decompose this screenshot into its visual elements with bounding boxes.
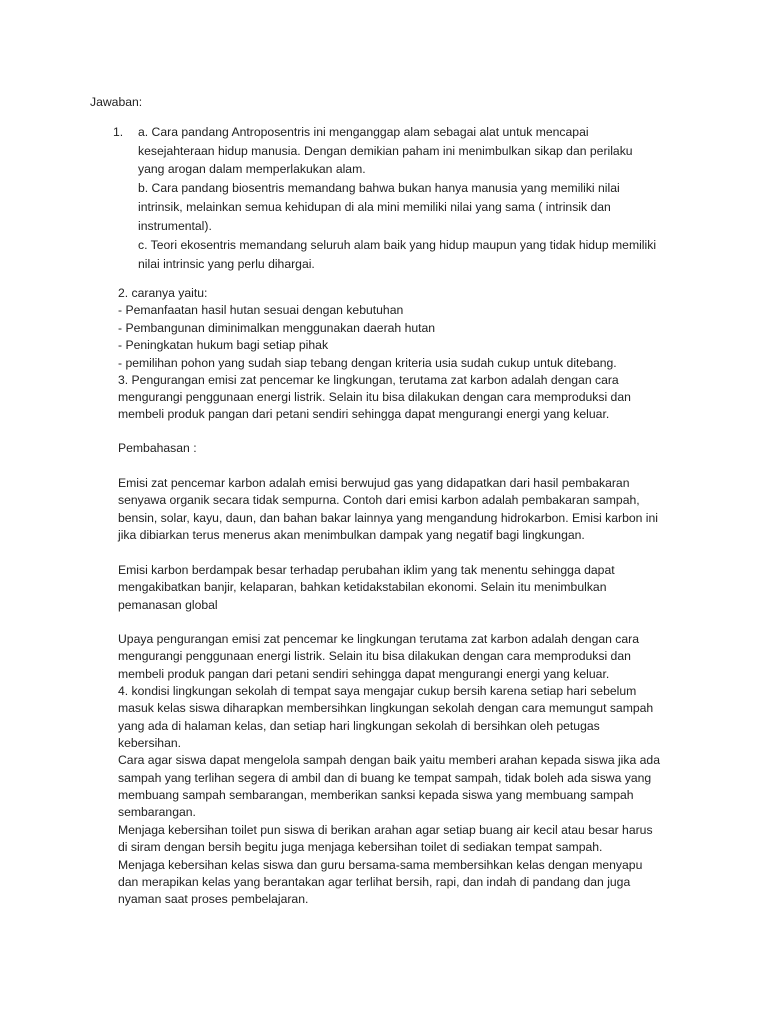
paragraph-line: sembarangan. [118,805,196,819]
pembahasan-title: Pembahasan : [118,441,197,455]
q2-item: - Pemanfaatan hasil hutan sesuai dengan kebutuhan [118,303,404,317]
paragraph-line: nyaman saat proses pembelajaran. [118,892,309,906]
paragraph-line: Emisi zat pencemar karbon adalah emisi berwujud gas yang didapatkan dari hasil pembakaran [118,476,630,490]
paragraph-line: masuk kelas siswa diharapkan membersihkan lingkungan sekolah dengan cara memungut sampah [118,701,654,715]
q1-a-line: kesejahteraan hidup manusia. Dengan demikian paham ini menimbulkan sikap dan perilaku [138,144,633,158]
paragraph-line: di siram dengan bersih begitu juga menjaga kebersihan toilet di sediakan tempat sampah. [118,840,603,854]
paragraph-line: Upaya pengurangan emisi zat pencemar ke lingkungan terutama zat karbon adalah dengan cara [118,632,640,646]
paragraph-line: senyawa organik secara tidak sempurna. Contoh dari emisi karbon adalah pembakaran sampah, [118,493,640,507]
q1-number: 1. [113,125,124,139]
q1-c-line: nilai intrinsic yang perlu dihargai. [138,257,315,271]
q2-item: - Peningkatan hukum bagi setiap pihak [118,338,329,352]
q3-line: membeli produk pangan dari petani sendiri sehingga dapat mengurangi energi yang keluar. [118,407,610,421]
paragraph-line: pemanasan global [118,598,218,612]
paragraph-line: Cara agar siswa dapat mengelola sampah dengan baik yaitu memberi arahan kepada siswa jika ada [118,753,660,767]
paragraph-line: mengakibatkan banjir, kelaparan, bahkan ketidakstabilan ekonomi. Selain itu menimbulkan [118,580,607,594]
heading-jawaban: Jawaban: [90,95,143,109]
paragraph-line: Emisi karbon berdampak besar terhadap perubahan iklim yang tak menentu sehingga dapat [118,563,615,577]
q2-item: - Pembangunan diminimalkan menggunakan daerah hutan [118,321,436,335]
paragraph-line: jika dibiarkan terus menerus akan menimbulkan dampak yang negatif bagi lingkungan. [118,528,585,542]
paragraph-line: bensin, solar, kayu, daun, dan bahan bakar lainnya yang mengandung hidrokarbon. Emisi karbon ini [118,511,658,525]
q3-line: 3. Pengurangan emisi zat pencemar ke lingkungan, terutama zat karbon adalah dengan cara [118,373,619,387]
q1-b-line: instrumental). [138,219,212,233]
paragraph-line: dan merapikan kelas yang berantakan agar terlihat bersih, rapi, dan indah di pandang dan juga [118,875,631,889]
paragraph-line: 4. kondisi lingkungan sekolah di tempat saya mengajar cukup bersih karena setiap hari sebelum [118,684,637,698]
paragraph-line: yang ada di halaman kelas, dan setiap hari lingkungan sekolah di bersihkan oleh petugas [118,719,600,733]
q2-item: - pemilihan pohon yang sudah siap tebang dengan kriteria usia sudah cukup untuk ditebang. [118,356,617,370]
paragraph-line: kebersihan. [118,736,182,750]
q1-c-line: c. Teori ekosentris memandang seluruh alam baik yang hidup maupun yang tidak hidup memiliki [138,238,657,252]
paragraph-line: Menjaga kebersihan kelas siswa dan guru bersama-sama membersihkan kelas dengan menyapu [118,858,643,872]
q1-a-line: yang arogan dalam memperlakukan alam. [138,162,366,176]
paragraph-line: sampah yang terlihan segera di ambil dan di buang ke tempat sampah, tidak boleh ada siswa yang [118,771,652,785]
paragraph-line: mengurangi penggunaan energi listrik. Selain itu bisa dilakukan dengan cara memproduksi dan [118,649,631,663]
q1-b-line: intrinsik, melainkan semua kehidupan di ala mini memiliki nilai yang sama ( intrinsik dan [138,200,611,214]
q1-a-line: a. Cara pandang Antroposentris ini menganggap alam sebagai alat untuk mencapai [138,125,589,139]
paragraph-line: Menjaga kebersihan toilet pun siswa di berikan arahan agar setiap buang air kecil atau besar harus [118,823,653,837]
q2-title: 2. caranya yaitu: [118,286,208,300]
paragraph-line: membuang sampah sembarangan, memberikan sanksi kepada siswa yang membuang sampah [118,788,634,802]
q1-b-line: b. Cara pandang biosentris memandang bahwa bukan hanya manusia yang memiliki nilai [138,181,620,195]
q3-line: mengurangi penggunaan energi listrik. Selain itu bisa dilakukan dengan cara memproduksi dan [118,390,631,404]
paragraph-line: membeli produk pangan dari petani sendiri sehingga dapat mengurangi energi yang keluar. [118,667,610,681]
